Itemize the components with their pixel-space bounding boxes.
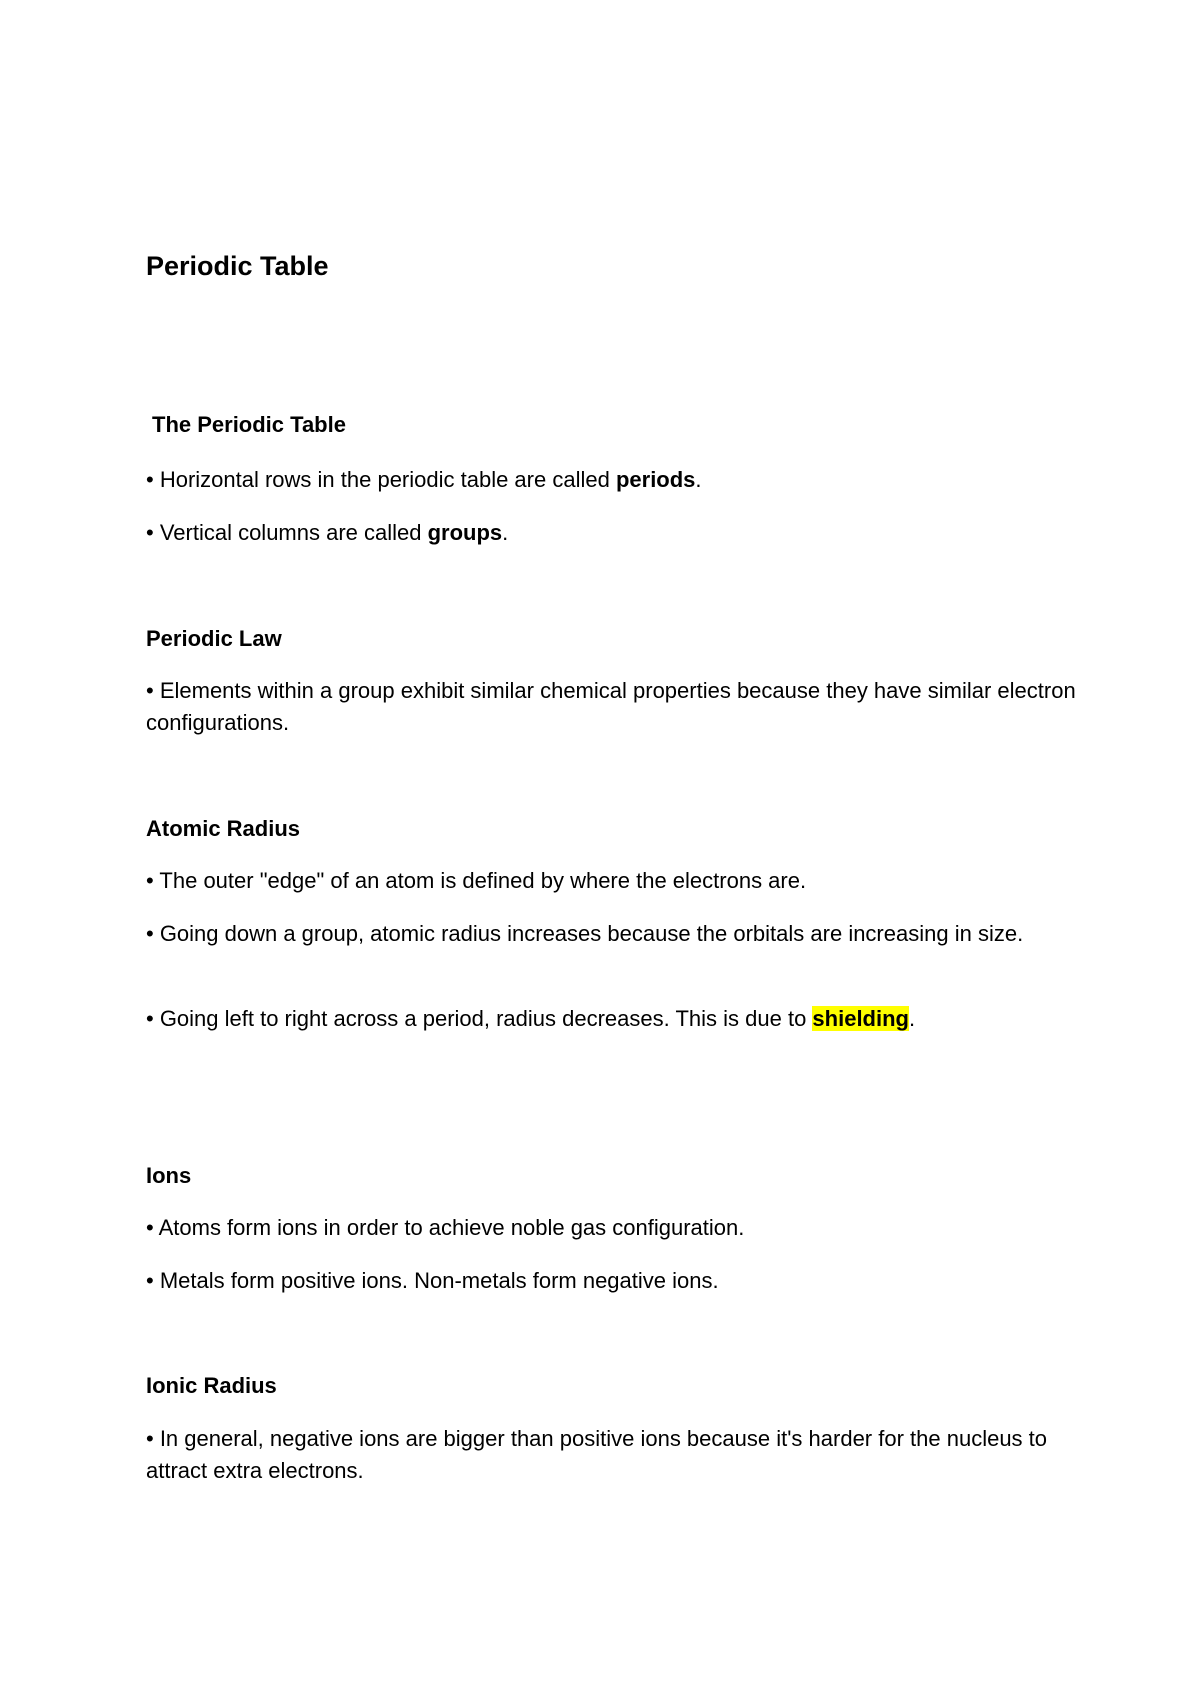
bullet-suffix: .	[502, 520, 509, 545]
bullet-vertical-columns	[146, 517, 1080, 549]
bullet-left-to-right	[146, 1003, 1080, 1035]
term-periods: periods	[615, 467, 696, 492]
section-heading-ionic-radius: Ionic Radius	[146, 1373, 277, 1398]
bullet-negative-ions-bigger: • In general, negative ions are bigger than positive ions because it's harder for the nucleus to attract extra electrons.	[146, 1426, 1048, 1483]
bullet-horizontal-rows	[146, 464, 1080, 496]
section-heading-the-periodic-table: The Periodic Table	[152, 412, 346, 437]
bullet-outer-edge: • The outer "edge" of an atom is defined by where the electrons are.	[146, 868, 807, 893]
bullet-suffix: .	[908, 1006, 916, 1031]
bullet-suffix: .	[695, 467, 702, 492]
bullet-metals-form-positive: • Metals form positive ions. Non-metals form negative ions.	[146, 1268, 719, 1293]
term-shielding-highlighted: shielding	[812, 1006, 909, 1031]
bullet-going-down-group: • Going down a group, atomic radius increases because the orbitals are increasing in size.	[146, 921, 1024, 946]
section-heading-atomic-radius: Atomic Radius	[146, 816, 301, 841]
bullet-elements-within-group: • Elements within a group exhibit similar chemical properties because they have similar electron configurations.	[146, 678, 1076, 735]
section-heading-periodic-law: Periodic Law	[146, 626, 282, 651]
bullet-atoms-form-ions: • Atoms form ions in order to achieve noble gas configuration.	[146, 1215, 745, 1240]
section-heading-ions: Ions	[146, 1163, 192, 1188]
bullet-text: • Vertical columns are called	[146, 520, 428, 545]
page-title: Periodic Table	[146, 251, 329, 281]
bullet-text: • Horizontal rows in the periodic table are called	[146, 467, 616, 492]
bullet-text: • Going left to right across a period, radius decreases. This is due to	[146, 1006, 813, 1031]
term-groups: groups	[427, 520, 503, 545]
